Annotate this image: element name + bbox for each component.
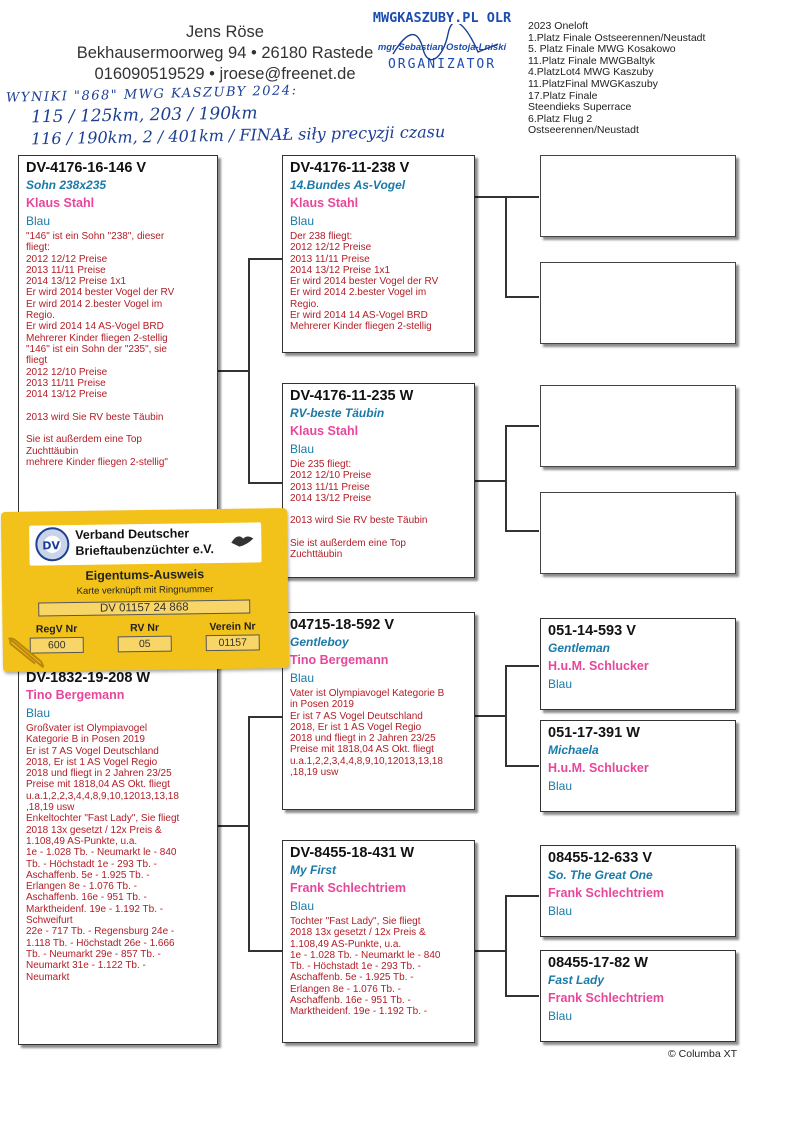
result-line: 11.PlatzFinal MWGKaszuby [528,77,658,90]
card-header [29,522,262,565]
breeder-name: Frank Schlechtriem [290,881,407,895]
owner-block [60,22,390,85]
connector [505,425,507,530]
pigeon-description: Vater ist Olympiavogel Kategorie B in Posen 2019 Er ist 7 AS Vogel Deutschland 2018, Er ist 1 AS Vogel Regio 2018 und fliegt in 2 Jahren 23/25 Preise mit 1818,04 AS Okt. fliegt u.a.1,2,2,3,4,4,8,9,10,12013,13,18 ,18,19 usw [290,688,445,779]
pigeon-card-hen-mother [282,840,475,1043]
ring-number: DV-8455-18-431 W [290,845,415,861]
connector [248,258,282,260]
breeder-name: Klaus Stahl [290,196,359,210]
breeder-name: Klaus Stahl [290,424,359,438]
breeder-name: H.u.M. Schlucker [548,761,649,775]
ownership-card [1,508,289,672]
rv-value: 05 [118,636,172,653]
empty-pedigree-box [540,385,736,467]
connector [505,895,507,995]
pigeon-name: 14.Bundes As-Vogel [290,178,406,192]
handwriting-line-3: 116 / 190km, 2 / 401km / FINAŁ siły precyzji czasu [30,122,446,149]
pigeon-color: Blau [548,677,573,691]
result-line: 11.Platz Finale MWGBaltyk [528,54,656,67]
regv-header: RegV Nr [35,622,78,636]
empty-pedigree-box [540,492,736,574]
connector [505,196,539,198]
empty-pedigree-box [540,155,736,237]
results-list [528,21,798,137]
pigeon-description: "146" ist ein Sohn "238", dieser fliegt: 2012 12/12 Preise 2013 11/11 Preise 2014 13/12 Preise 1x1 Er wird 2014 bester Vogel der RV Er wird 2014 2.bester Vogel im Regio. Er wird 2014 14 AS-Vogel BRD Mehrerer Kinder fliegen 2-stellig "146" ist ein Sohn der "235", sie fliegt 2012 12/10 Preise 2013 11/11 Preise 2014 13/12 Preise 2013 wird Sie RV beste Täubin Sie ist außerdem eine Top Zuchttäubin mehrere Kinder fliegen 2-stellig" [26,231,175,468]
connector [248,258,250,483]
connector [475,950,505,952]
pigeon-card-main [18,155,218,530]
connector [248,716,282,718]
connector [475,715,505,717]
result-line: 1.Platz Finale Ostseerennen/Neustadt [528,31,706,44]
verein-value: 01157 [206,634,260,651]
ring-number: 04715-18-592 V [290,617,394,633]
ring-number: 08455-17-82 W [548,955,648,971]
pigeon-color: Blau [26,706,51,720]
pigeon-card-gp4 [540,950,736,1042]
pigeon-description: Tochter "Fast Lady", Sie fliegt 2018 13x gesetzt / 12x Preis & 1.108,49 AS-Punkte, u.a. 1e - 1.028 Tb. - Neumarkt le - 840 Tb. - Höchstadt 1e - 293 Tb. - Aschaffenb. 5e - 1.925 Tb. - Erlangen 8e - 1.076 Tb. - Aschaffenb. 16e - 951 Tb. - Marktheidenf. 19e - 1.192 Tb. - [290,916,441,1018]
stamp-club: MWGKASZUBY.PL OLR [372,10,512,26]
pigeon-name: Michaela [548,743,599,757]
pigeon-color: Blau [548,779,573,793]
breeder-name: Tino Bergemann [26,688,125,702]
pigeon-card-gp3 [540,845,736,937]
pigeon-color: Blau [290,214,315,228]
result-line: 6.Platz Flug 2 [528,112,593,125]
pigeon-card-gp1 [540,618,736,710]
pigeon-color: Blau [290,899,315,913]
pigeon-color: Blau [548,904,573,918]
pigeon-name: Sohn 238x235 [26,178,107,192]
ring-number: DV-4176-11-238 V [290,160,410,176]
card-title: Eigentums-Ausweis [85,567,205,583]
card-numbers-table [12,619,276,655]
ring-number: 051-14-593 V [548,623,636,639]
svg-text:DV: DV [42,539,61,553]
org-name-2: Brieftaubenzüchter e.V. [75,542,215,558]
owner-name: Jens Röse [186,23,264,41]
regv-value: 600 [30,637,84,654]
ring-number: DV-1832-19-208 W [26,670,151,686]
connector [505,995,539,997]
org-name-1: Verband Deutscher [75,526,190,542]
pigeon-color: Blau [548,1009,573,1023]
rv-header: RV Nr [129,621,160,635]
ring-number: DV-4176-16-146 V [26,160,147,176]
connector [505,530,539,532]
pigeon-color: Blau [290,442,315,456]
organizer-stamp [362,10,522,72]
card-subtitle: Karte verknüpft mit Ringnummer [76,584,214,597]
connector [475,196,505,198]
pigeon-card-father [282,155,475,353]
connector [248,482,282,484]
pigeon-logo-icon [229,530,255,550]
stamp-role: ORGANIZATOR [387,57,497,72]
pigeon-color: Blau [290,671,315,685]
pigeon-name: Gentleboy [290,635,349,649]
connector [505,895,539,897]
owner-contact: 016090519529 • jroese@freenet.de [94,65,356,83]
handwritten-notes [5,83,526,149]
connector [218,370,248,372]
pigeon-card-hen [18,655,218,1045]
breeder-name: Frank Schlechtriem [548,886,665,900]
breeder-name: Tino Bergemann [290,653,389,667]
connector [218,825,248,827]
result-line: 17.Platz Finale [528,89,598,102]
signature-scribble [388,24,508,64]
connector [505,665,539,667]
verein-header: Verein Nr [209,620,256,634]
vdb-logo-icon [35,527,69,561]
pigeon-name: So. The Great One [548,868,653,882]
stamp-person: mgr Sebastian Ostoja-Lniski [377,42,507,53]
connector [505,296,539,298]
result-line: 5. Platz Finale MWG Kosakowo [528,43,676,56]
footer-credit: © Columba XT [668,1048,738,1060]
pigeon-color: Blau [26,214,51,228]
result-line: Ostseerennen/Neustadt [528,124,639,137]
pigeon-card-mother [282,383,475,578]
pigeon-description: Der 238 fliegt: 2012 12/12 Preise 2013 11/11 Preise 2014 13/12 Preise 1x1 Er wird 2014 bester Vogel der RV Er wird 2014 2.bester Vogel im Regio. Er wird 2014 14 AS-Vogel BRD Mehrerer Kinder fliegen 2-stellig [290,231,439,333]
breeder-name: Klaus Stahl [26,196,95,210]
owner-address: Bekhausermoorweg 94 • 26180 Rastede [76,44,374,62]
pigeon-description: Die 235 fliegt: 2012 12/10 Preise 2013 11/11 Preise 2014 13/12 Preise 2013 wird Sie RV beste Täubin Sie ist außerdem eine Top Zuchttäubin [290,459,428,561]
breeder-name: Frank Schlechtriem [548,991,665,1005]
connector [505,196,507,296]
connector [475,480,505,482]
handwriting-line-1: WYNIKI "868" MWG KASZUBY 2024: [5,83,298,106]
pigeon-card-gp2 [540,720,736,812]
result-line: 4.PlatzLot4 MWG Kaszuby [528,66,654,79]
connector [248,950,282,952]
connector [248,716,250,951]
paperclip-icon [1,631,52,672]
connector [505,425,539,427]
card-ring-number: DV 01157 24 868 [38,600,250,617]
pigeon-name: Fast Lady [548,973,605,987]
pigeon-name: Gentleman [548,641,611,655]
result-line: Steendieks Superrace [528,101,632,114]
handwriting-line-2: 115 / 125km, 203 / 190km [30,103,258,128]
pigeon-description: Großvater ist Olympiavogel Kategorie B in Posen 2019 Er ist 7 AS Vogel Deutschland 2018, Er ist 1 AS Vogel Regio 2018 und fliegt in 2 Jahren 23/25 Preise mit 1818,04 AS Okt. fliegt u.a.1,2,2,3,4,4,8,9,10,12013,13,18 ,18,19 usw Enkeltochter "Fast Lady", Sie fliegt 2018 13x gesetzt / 12x Preis & 1.108,49 AS-Punkte, u.a. 1e - 1.028 Tb. - Neumarkt le - 840 Tb. - Höchstadt 1e - 293 Tb. - Aschaffenb. 5e - 1.925 Tb. - Erlangen 8e - 1.076 Tb. - Aschaffenb. 16e - 951 Tb. - Marktheidenf. 19e - 1.192 Tb. - Schweifurt 22e - 717 Tb. - Regensburg 24e - 1.118 Tb. - Höchstadt 26e - 1.666 Tb. - Neumarkt 29e - 857 Tb. - Neumarkt 31e - 1.122 Tb. - Neumarkt [26,723,180,983]
connector [505,765,539,767]
pigeon-card-hen-father [282,612,475,810]
breeder-name: H.u.M. Schlucker [548,659,649,673]
ring-number: DV-4176-11-235 W [290,388,414,404]
pigeon-name: My First [290,863,337,877]
connector [505,665,507,765]
empty-pedigree-box [540,262,736,344]
result-line: 2023 Oneloft [528,20,589,32]
ring-number: 08455-12-633 V [548,850,652,866]
ring-number: 051-17-391 W [548,725,640,741]
pigeon-name: RV-beste Täubin [290,406,385,420]
